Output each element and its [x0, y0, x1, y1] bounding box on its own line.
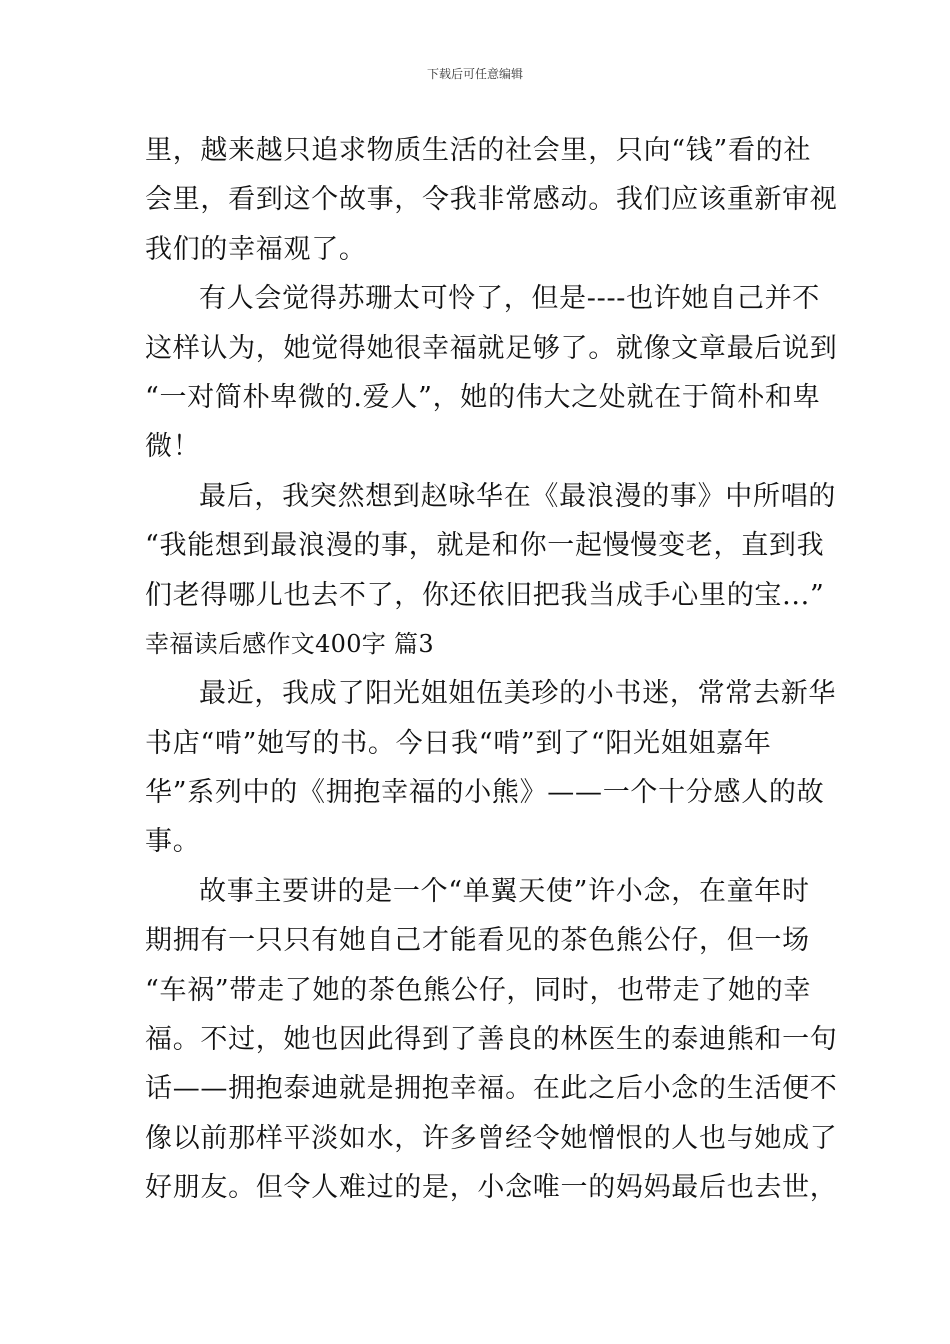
text-line: 华”系列中的《拥抱幸福的小熊》——一个十分感人的故: [145, 777, 825, 809]
text-line: 像以前那样平淡如水，许多曾经令她憎恨的人也与她成了: [145, 1122, 838, 1154]
text-line: 里，越来越只追求物质生活的社会里，只向“钱”看的社: [145, 135, 812, 166]
paragraph: [145, 472, 837, 620]
text-line: 这样认为，她觉得她很幸福就足够了。就像文章最后说到: [145, 332, 838, 364]
text-line: 期拥有一只只有她自己才能看见的茶色熊公仔，但一场: [145, 925, 810, 957]
text-line: 有人会觉得苏珊太可怜了，但是----也许她自己并不: [199, 283, 820, 315]
text-line: 会里，看到这个故事，令我非常感动。我们应该重新审视: [145, 184, 838, 216]
text-line: 好朋友。但令人难过的是，小念唯一的妈妈最后也去世，: [145, 1172, 838, 1204]
paragraph: [145, 274, 838, 472]
section-heading: 幸福读后感作文400字 篇3: [145, 629, 434, 658]
text-line: 我们的幸福观了。: [145, 233, 367, 265]
paragraph: [145, 126, 838, 274]
document-body: [145, 126, 838, 1213]
text-line: “车祸”带走了她的茶色熊公仔，同时，也带走了她的幸: [145, 974, 812, 1006]
text-line: 微！: [145, 431, 201, 463]
page-header: 下载后可任意编辑: [426, 67, 523, 81]
text-line: 事。: [145, 826, 201, 858]
text-line: 最近，我成了阳光姐姐伍美珍的小书迷，常常去新华: [199, 678, 837, 710]
text-line: “我能想到最浪漫的事，就是和你一起慢慢变老，直到我: [145, 530, 825, 562]
text-line: “一对简朴卑微的.爱人”，她的伟大之处就在于简朴和卑: [145, 381, 821, 413]
text-line: 话——拥抱泰迪就是拥抱幸福。在此之后小念的生活便不: [145, 1073, 838, 1105]
text-line: 们老得哪儿也去不了，你还依旧把我当成手心里的宝...”: [145, 579, 825, 611]
text-line: 故事主要讲的是一个“单翼天使”许小念，在童年时: [199, 875, 810, 907]
text-line: 最后，我突然想到赵咏华在《最浪漫的事》中所唱的: [199, 480, 837, 512]
text-line: 书店“啃”她写的书。今日我“啃”到了“阳光姐姐嘉年: [145, 727, 772, 759]
paragraph: [145, 867, 838, 1213]
paragraph: [145, 669, 837, 867]
text-line: 福。不过，她也因此得到了善良的林医生的泰迪熊和一句: [145, 1024, 838, 1056]
